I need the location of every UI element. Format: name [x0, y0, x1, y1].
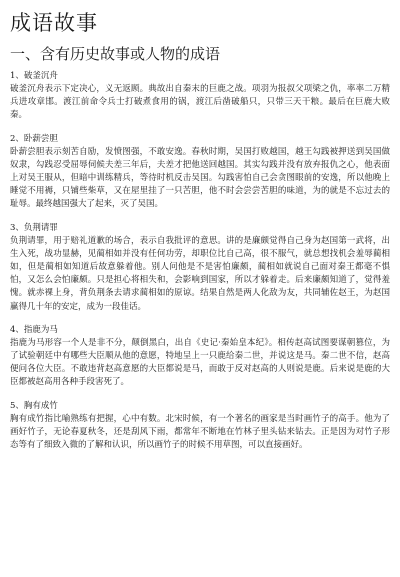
idiom-section-5 [10, 400, 390, 453]
idiom-section-2 [10, 133, 390, 212]
section-group-heading: 一、含有历史故事或人物的成语 [10, 45, 221, 63]
idiom-heading: 5、胸有成竹 [10, 400, 58, 411]
idiom-section-1 [10, 70, 390, 123]
idiom-heading: 1、破釜沉舟 [10, 71, 58, 81]
idiom-body: 负荆请罪，用于赔礼道歉的场合，表示自我批评的意思。讲的是廉颇觉得自己身为赵国第一武将，出生入死，战功显赫，见蔺相如并没有任何功劳，却职位比自己高，很不服气，就总想找机会羞辱蔺相如，但是蔺相如知道后故意躲着他。别人问他是不是害怕廉颇，蔺相如就说自己面对秦王都毫不惧怕，又怎么会怕廉颇。只是担心将相失和，会影响到国家，所以才躲着走。后来廉颇知道了，觉得羞愧。就赤裸上身，背负荆条去请求蔺相如的原谅。结果自然是两人化敌为友，共同辅佐赵王，为赵国赢得几十年的安定，成为一段佳话。 [10, 235, 390, 312]
page-title: 成语故事 [10, 11, 98, 35]
idiom-section-3 [10, 222, 390, 314]
idiom-body: 胸有成竹指比喻熟练有把握，心中有数。北宋时候，有一个著名的画家是当时画竹子的高手。他为了画好竹子，无论春夏秋冬，还是刮风下雨，都常年不断地在竹林子里头钻来钻去。正是因为对竹子形态等有了细致入微的了解和认识，所以画竹子的时候不用草图，可以直接画好。 [10, 413, 390, 451]
idiom-heading: 3、负荆请罪 [10, 222, 58, 233]
idiom-body: 卧薪尝胆表示刻苦自励，发愤图强，不敢安逸。春秋时期，吴国打败越国，越王勾践被押送到吴国做奴隶，勾践忍受屈辱伺候夫差三年后，夫差才把他送回越国。其实勾践并没有放弃报仇之心，他表面上对吴王服从，但暗中训练精兵，等待时机反击吴国。勾践害怕自己会贪图眼前的安逸，所以他晚上睡觉不用褥，只铺些柴草，又在屋里挂了一只苦胆，他不时会尝尝苦胆的味道，为的就是不忘过去的耻辱。最终越国强大了起来，灭了吴国。 [10, 146, 390, 210]
idiom-heading: 2、卧薪尝胆 [10, 133, 58, 144]
idiom-body: 指鹿为马形容一个人是非不分，颠倒黑白，出自《史记·秦始皇本纪》。相传赵高试图要谋朝篡位，为了试验朝廷中有哪些大臣顺从他的意愿，特地呈上一只鹿给秦二世，并说这是马。秦二世不信，赵高便问各位大臣。不敢违背赵高意愿的大臣都说是马，而敢于反对赵高的人则说是鹿。后来说是鹿的大臣都被赵高用各种手段害死了。 [10, 337, 390, 388]
idiom-body: 破釜沉舟表示下定决心，义无返顾。典故出自秦末的巨鹿之战。项羽为报叔父项梁之仇，率率二万精兵进攻章邯。渡江前命令兵士打破煮食用的锅，渡江后凿破船只，只带三天干粮。最后在巨鹿大败秦。 [10, 84, 390, 121]
idiom-section-4 [10, 324, 390, 390]
idiom-heading: 4、指鹿为马 [10, 324, 58, 335]
